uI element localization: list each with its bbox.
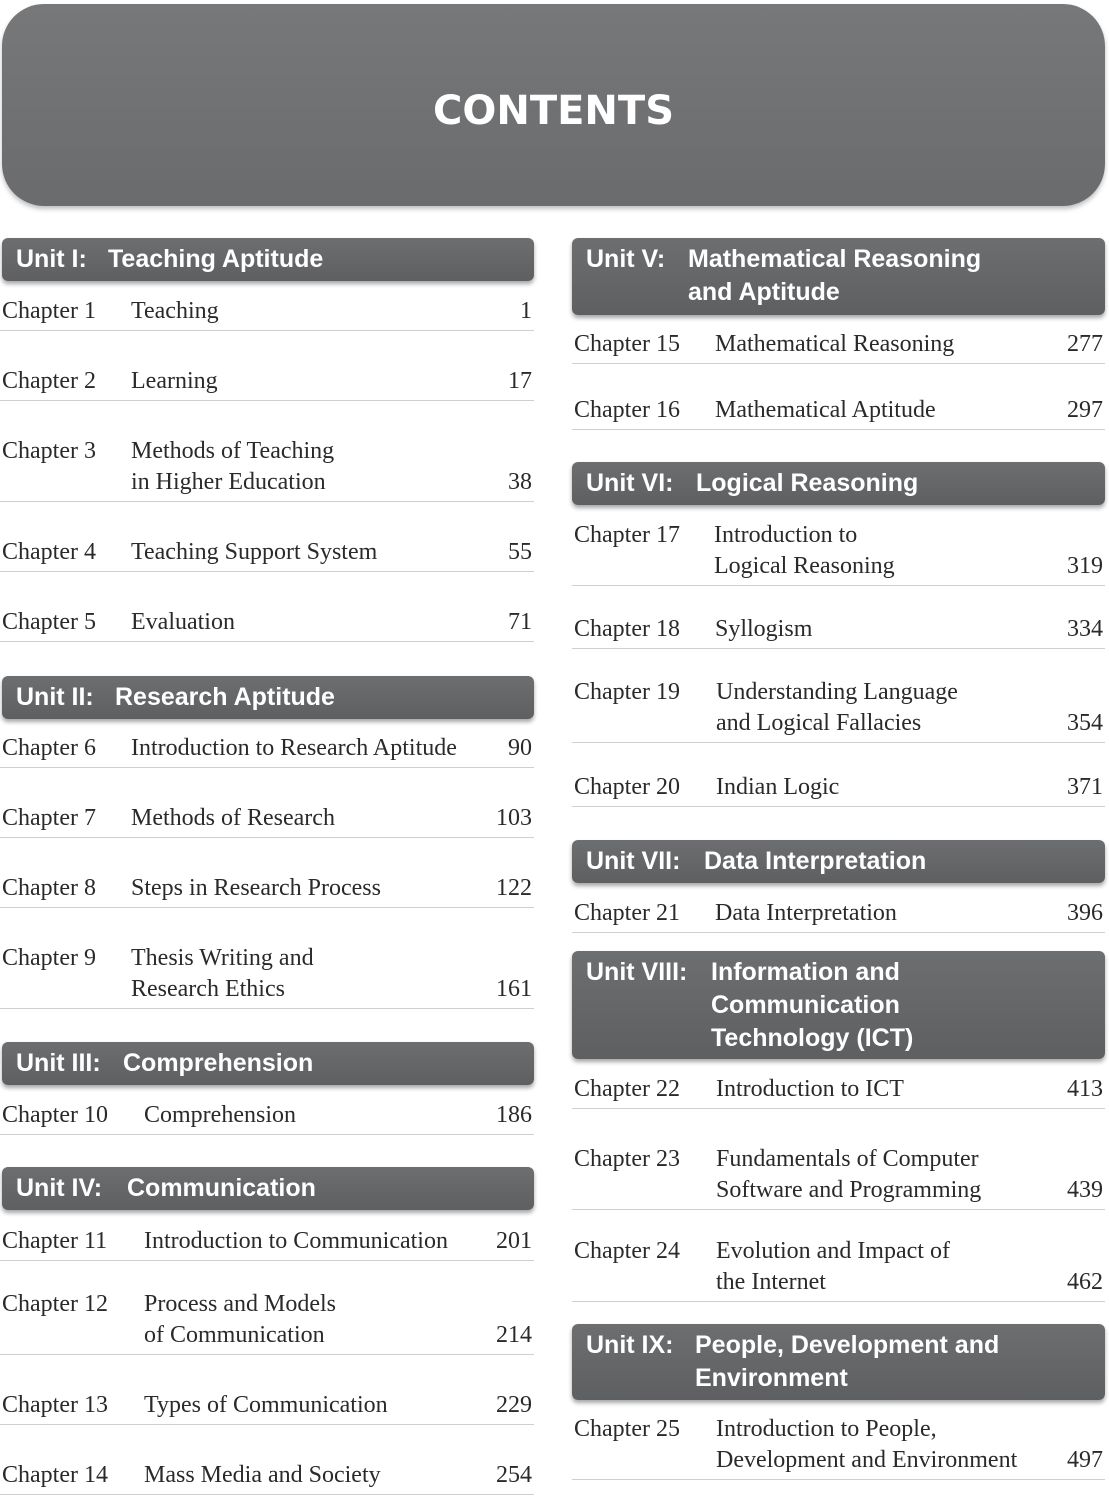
unit-title: Mathematical Reasoning and Aptitude [688, 245, 982, 306]
unit-heading [2, 1042, 534, 1085]
toc-entry[interactable] [0, 607, 534, 642]
unit-heading [2, 676, 534, 719]
chapter-title: Types of Communication [144, 1392, 388, 1418]
toc-entry[interactable] [572, 1414, 1105, 1480]
chapter-page: 90 [508, 735, 532, 761]
unit-heading [2, 1167, 534, 1210]
chapter-title: Evaluation [131, 609, 235, 635]
toc-entry[interactable] [572, 329, 1105, 364]
unit-heading [572, 1324, 1105, 1400]
chapter-title: Process and Models of Communication [144, 1291, 336, 1348]
chapter-page: 277 [1067, 331, 1103, 357]
chapter-page: 396 [1067, 900, 1103, 926]
toc-entry[interactable] [0, 537, 534, 572]
toc-entry[interactable] [0, 366, 534, 401]
toc-entry[interactable] [572, 898, 1105, 933]
chapter-page: 229 [496, 1392, 532, 1418]
chapter-label: Chapter 14 [2, 1462, 108, 1488]
chapter-label: Chapter 7 [2, 805, 96, 831]
chapter-label: Chapter 18 [574, 616, 680, 642]
toc-entry[interactable] [0, 1289, 534, 1355]
unit-label: Unit IX: [586, 1331, 674, 1359]
unit-heading [572, 238, 1105, 315]
unit-label: Unit I: [16, 245, 87, 273]
chapter-title: Introduction to Communication [144, 1228, 448, 1254]
chapter-page: 439 [1067, 1177, 1103, 1203]
unit-title: Data Interpretation [704, 847, 927, 875]
chapter-title: Methods of Research [131, 805, 335, 831]
toc-entry[interactable] [572, 1236, 1105, 1302]
chapter-label: Chapter 8 [2, 875, 96, 901]
chapter-label: Chapter 13 [2, 1392, 108, 1418]
unit-title: Information and Communication Technology (ICT) [711, 958, 914, 1052]
chapter-title: Steps in Research Process [131, 875, 381, 901]
chapter-label: Chapter 4 [2, 539, 96, 565]
chapter-title: Comprehension [144, 1102, 296, 1128]
chapter-title: Mathematical Aptitude [715, 397, 936, 423]
chapter-title: Syllogism [715, 616, 813, 642]
toc-entry[interactable] [0, 943, 534, 1009]
toc-entry[interactable] [0, 873, 534, 908]
unit-title: Teaching Aptitude [108, 245, 324, 273]
chapter-label: Chapter 20 [574, 774, 680, 800]
chapter-page: 354 [1067, 710, 1103, 736]
chapter-label: Chapter 9 [2, 945, 96, 971]
chapter-label: Chapter 15 [574, 331, 680, 357]
chapter-label: Chapter 3 [2, 438, 96, 464]
unit-title: People, Development and Environment [695, 1331, 1000, 1392]
chapter-label: Chapter 19 [574, 679, 680, 705]
chapter-title: Thesis Writing and Research Ethics [131, 945, 314, 1002]
toc-entry[interactable] [0, 733, 534, 768]
chapter-page: 161 [496, 976, 532, 1002]
chapter-label: Chapter 25 [574, 1416, 680, 1442]
unit-heading [2, 238, 534, 281]
chapter-title: Understanding Language and Logical Fallacies [716, 679, 958, 736]
chapter-label: Chapter 10 [2, 1102, 108, 1128]
toc-entry[interactable] [0, 1460, 534, 1495]
chapter-page: 254 [496, 1462, 532, 1488]
page-title: CONTENTS [432, 88, 674, 134]
unit-label: Unit III: [16, 1049, 101, 1077]
chapter-label: Chapter 2 [2, 368, 96, 394]
chapter-title: Introduction to People, Development and Environment [716, 1416, 1018, 1473]
chapter-page: 334 [1067, 616, 1103, 642]
unit-label: Unit IV: [16, 1174, 103, 1202]
chapter-title: Evolution and Impact of the Internet [716, 1238, 950, 1295]
unit-heading [572, 840, 1105, 883]
chapter-title: Learning [131, 368, 218, 394]
chapter-title: Fundamentals of Computer Software and Programming [716, 1146, 982, 1203]
toc-entry[interactable] [0, 1390, 534, 1425]
chapter-label: Chapter 5 [2, 609, 96, 635]
toc-entry[interactable] [572, 677, 1105, 743]
chapter-page: 462 [1067, 1269, 1103, 1295]
toc-entry[interactable] [572, 1144, 1105, 1210]
chapter-label: Chapter 21 [574, 900, 680, 926]
unit-label: Unit VII: [586, 847, 681, 875]
chapter-title: Mass Media and Society [144, 1462, 381, 1488]
chapter-title: Introduction to Logical Reasoning [714, 522, 895, 579]
chapter-page: 71 [508, 609, 532, 635]
chapter-page: 214 [496, 1322, 532, 1348]
unit-label: Unit VIII: [586, 958, 688, 986]
chapter-label: Chapter 1 [2, 298, 96, 324]
toc-entry[interactable] [0, 803, 534, 838]
chapter-title: Indian Logic [716, 774, 840, 800]
toc-entry[interactable] [0, 436, 534, 502]
chapter-label: Chapter 11 [2, 1228, 108, 1254]
chapter-page: 103 [496, 805, 532, 831]
chapter-label: Chapter 17 [574, 522, 680, 548]
chapter-title: Teaching [131, 298, 219, 324]
unit-heading [572, 462, 1105, 505]
toc-entry[interactable] [0, 1226, 534, 1261]
chapter-page: 413 [1067, 1076, 1103, 1102]
toc-entry[interactable] [572, 614, 1105, 649]
chapter-page: 122 [496, 875, 532, 901]
unit-title: Logical Reasoning [696, 469, 919, 497]
chapter-title: Teaching Support System [131, 539, 378, 565]
chapter-title: Data Interpretation [715, 900, 897, 926]
toc-entry[interactable] [0, 1100, 534, 1135]
chapter-page: 201 [496, 1228, 532, 1254]
unit-label: Unit II: [16, 683, 94, 711]
chapter-page: 17 [508, 368, 532, 394]
unit-label: Unit VI: [586, 469, 674, 497]
chapter-title: Methods of Teaching in Higher Education [131, 438, 335, 495]
unit-label: Unit V: [586, 245, 666, 273]
toc-entry[interactable] [0, 296, 534, 331]
toc-entry[interactable] [572, 772, 1105, 807]
unit-title: Comprehension [123, 1049, 314, 1077]
chapter-page: 319 [1067, 553, 1103, 579]
unit-title: Communication [127, 1174, 316, 1202]
unit-heading [572, 951, 1105, 1059]
chapter-page: 497 [1067, 1447, 1103, 1473]
chapter-page: 371 [1067, 774, 1103, 800]
unit-title: Research Aptitude [115, 683, 335, 711]
chapter-page: 55 [508, 539, 532, 565]
chapter-label: Chapter 23 [574, 1146, 680, 1172]
chapter-page: 1 [520, 298, 532, 324]
chapter-label: Chapter 6 [2, 735, 96, 761]
chapter-label: Chapter 16 [574, 397, 680, 423]
chapter-label: Chapter 22 [574, 1076, 680, 1102]
chapter-label: Chapter 24 [574, 1238, 680, 1264]
chapter-page: 297 [1067, 397, 1103, 423]
chapter-title: Mathematical Reasoning [715, 331, 955, 357]
chapter-title: Introduction to Research Aptitude [131, 735, 457, 761]
chapter-page: 186 [496, 1102, 532, 1128]
chapter-label: Chapter 12 [2, 1291, 108, 1317]
chapter-title: Introduction to ICT [716, 1076, 904, 1102]
toc-entry[interactable] [572, 395, 1105, 430]
contents-header-banner [2, 4, 1105, 206]
chapter-page: 38 [508, 469, 532, 495]
toc-entry[interactable] [572, 1074, 1105, 1109]
toc-entry[interactable] [572, 520, 1105, 586]
